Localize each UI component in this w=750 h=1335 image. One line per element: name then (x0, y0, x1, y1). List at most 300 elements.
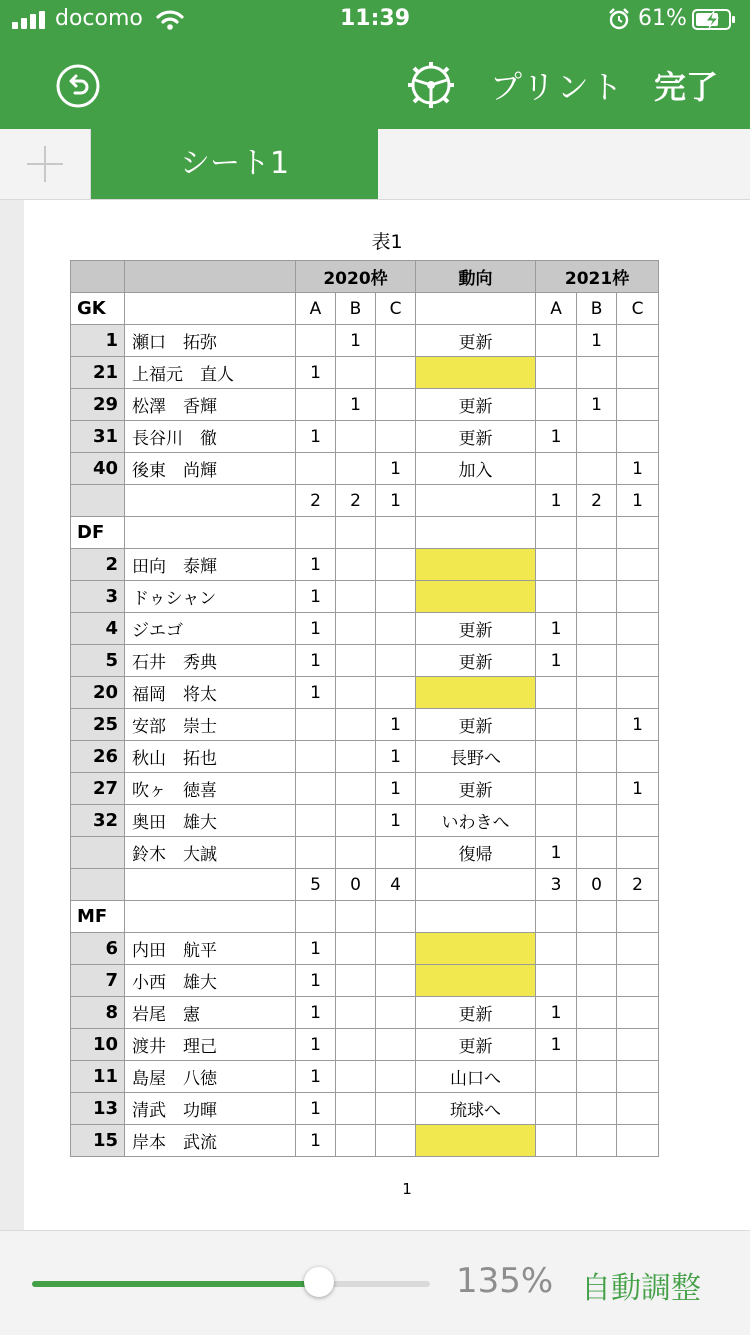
value-cell[interactable]: A (536, 293, 577, 325)
page-number: 1 (402, 1180, 412, 1198)
value-cell[interactable] (536, 581, 577, 613)
value-cell[interactable] (376, 933, 416, 965)
value-cell[interactable]: 1 (296, 933, 336, 965)
value-cell[interactable] (336, 709, 376, 741)
value-cell[interactable] (296, 901, 336, 933)
value-cell[interactable]: 1 (536, 1029, 577, 1061)
zoom-bar (0, 1230, 750, 1335)
battery-percent: 61% (638, 6, 687, 31)
value-cell[interactable] (336, 997, 376, 1029)
status-cell[interactable] (416, 581, 536, 613)
value-cell[interactable]: 1 (296, 357, 336, 389)
value-cell[interactable]: 1 (376, 485, 416, 517)
table-row (71, 773, 659, 805)
value-cell[interactable]: 1 (296, 421, 336, 453)
status-cell[interactable] (416, 517, 536, 549)
table-row (71, 837, 659, 869)
value-cell[interactable] (376, 901, 416, 933)
carrier-label: docomo (55, 6, 143, 31)
table-row (71, 1061, 659, 1093)
value-cell[interactable] (577, 741, 617, 773)
position-label-cell[interactable]: DF (71, 517, 125, 549)
value-cell[interactable]: 3 (536, 869, 577, 901)
value-cell[interactable]: 1 (617, 709, 659, 741)
value-cell[interactable] (577, 709, 617, 741)
table-row (71, 1029, 659, 1061)
table-row (71, 421, 659, 453)
player-name-cell[interactable]: 小西 雄大 (125, 965, 296, 997)
value-cell[interactable] (617, 549, 659, 581)
value-cell[interactable]: 1 (536, 997, 577, 1029)
value-cell[interactable] (577, 677, 617, 709)
value-cell[interactable]: 1 (536, 485, 577, 517)
status-cell[interactable]: 長野へ (416, 741, 536, 773)
value-cell[interactable] (536, 805, 577, 837)
player-name-cell[interactable]: 鈴木 大誠 (125, 837, 296, 869)
value-cell[interactable] (577, 805, 617, 837)
value-cell[interactable]: 1 (577, 325, 617, 357)
table-row (71, 645, 659, 677)
value-cell[interactable] (336, 1061, 376, 1093)
value-cell[interactable] (336, 613, 376, 645)
player-name-cell[interactable]: 岩尾 憲 (125, 997, 296, 1029)
status-cell[interactable] (416, 1125, 536, 1157)
value-cell[interactable]: 1 (296, 549, 336, 581)
value-cell[interactable]: 1 (296, 613, 336, 645)
jersey-number-cell[interactable]: 2 (71, 549, 125, 581)
value-cell[interactable] (536, 677, 577, 709)
value-cell[interactable] (536, 1093, 577, 1125)
value-cell[interactable] (536, 549, 577, 581)
value-cell[interactable] (617, 613, 659, 645)
status-cell[interactable] (416, 869, 536, 901)
value-cell[interactable] (336, 965, 376, 997)
value-cell[interactable] (336, 837, 376, 869)
value-cell[interactable]: 1 (296, 1029, 336, 1061)
value-cell[interactable] (617, 389, 659, 421)
value-cell[interactable]: 1 (536, 421, 577, 453)
value-cell[interactable] (376, 997, 416, 1029)
player-name-cell[interactable]: 後東 尚輝 (125, 453, 296, 485)
value-cell[interactable] (577, 1029, 617, 1061)
status-bar (0, 0, 750, 40)
value-cell[interactable] (336, 581, 376, 613)
value-cell[interactable] (376, 837, 416, 869)
value-cell[interactable] (577, 645, 617, 677)
sheet-tab-bar (0, 129, 750, 200)
value-cell[interactable]: 1 (336, 389, 376, 421)
jersey-number-cell[interactable] (71, 869, 125, 901)
player-name-cell[interactable]: 奥田 雄大 (125, 805, 296, 837)
value-cell[interactable] (336, 549, 376, 581)
value-cell[interactable] (336, 1029, 376, 1061)
player-name-cell[interactable]: ドゥシャン (125, 581, 296, 613)
value-cell[interactable] (617, 517, 659, 549)
value-cell[interactable] (296, 741, 336, 773)
value-cell[interactable] (617, 1029, 659, 1061)
value-cell[interactable] (617, 357, 659, 389)
value-cell[interactable] (536, 933, 577, 965)
value-cell[interactable] (617, 421, 659, 453)
player-name-cell[interactable]: 松澤 香輝 (125, 389, 296, 421)
value-cell[interactable] (376, 421, 416, 453)
value-cell[interactable] (577, 613, 617, 645)
value-cell[interactable] (376, 581, 416, 613)
value-cell[interactable] (376, 1029, 416, 1061)
table-row (71, 805, 659, 837)
print-preview-page (24, 200, 750, 1230)
value-cell[interactable]: 1 (296, 581, 336, 613)
roster-table (70, 260, 659, 1157)
player-name-cell[interactable]: 清武 功暉 (125, 1093, 296, 1125)
table-row (71, 677, 659, 709)
jersey-number-cell[interactable]: 32 (71, 805, 125, 837)
value-cell[interactable]: 2 (577, 485, 617, 517)
value-cell[interactable] (376, 965, 416, 997)
jersey-number-cell[interactable]: 15 (71, 1125, 125, 1157)
table-row (71, 965, 659, 997)
status-cell[interactable]: 更新 (416, 773, 536, 805)
table-header-row (71, 261, 659, 293)
value-cell[interactable] (336, 645, 376, 677)
header-cell[interactable]: 動向 (416, 261, 536, 293)
status-cell[interactable]: 琉球へ (416, 1093, 536, 1125)
jersey-number-cell[interactable]: 5 (71, 645, 125, 677)
value-cell[interactable] (296, 709, 336, 741)
alarm-icon (608, 8, 630, 30)
table-row (71, 901, 659, 933)
status-cell[interactable] (416, 293, 536, 325)
value-cell[interactable] (536, 965, 577, 997)
player-name-cell[interactable]: 内田 航平 (125, 933, 296, 965)
jersey-number-cell[interactable]: 20 (71, 677, 125, 709)
table-row (71, 549, 659, 581)
print-button[interactable]: プリント (490, 68, 625, 106)
value-cell[interactable] (296, 837, 336, 869)
value-cell[interactable] (536, 357, 577, 389)
player-name-cell[interactable]: 福岡 将太 (125, 677, 296, 709)
status-cell[interactable] (416, 901, 536, 933)
status-cell[interactable]: いわきへ (416, 805, 536, 837)
value-cell[interactable]: 1 (296, 1093, 336, 1125)
table-row (71, 389, 659, 421)
value-cell[interactable] (376, 517, 416, 549)
zoom-slider[interactable] (32, 1281, 430, 1287)
value-cell[interactable] (577, 837, 617, 869)
jersey-number-cell[interactable]: 25 (71, 709, 125, 741)
value-cell[interactable] (577, 1125, 617, 1157)
status-cell[interactable] (416, 485, 536, 517)
value-cell[interactable] (617, 741, 659, 773)
value-cell[interactable] (617, 677, 659, 709)
value-cell[interactable]: 0 (577, 869, 617, 901)
player-name-cell[interactable]: 安部 崇士 (125, 709, 296, 741)
value-cell[interactable] (376, 549, 416, 581)
value-cell[interactable] (617, 805, 659, 837)
value-cell[interactable] (617, 645, 659, 677)
value-cell[interactable] (536, 517, 577, 549)
value-cell[interactable] (336, 357, 376, 389)
value-cell[interactable]: 1 (617, 485, 659, 517)
zoom-slider-thumb[interactable] (304, 1267, 334, 1297)
status-cell[interactable]: 更新 (416, 421, 536, 453)
value-cell[interactable]: C (376, 293, 416, 325)
value-cell[interactable] (336, 901, 376, 933)
value-cell[interactable] (617, 837, 659, 869)
value-cell[interactable]: C (617, 293, 659, 325)
position-label-cell[interactable]: GK (71, 293, 125, 325)
table-row (71, 357, 659, 389)
value-cell[interactable]: 1 (577, 389, 617, 421)
value-cell[interactable] (336, 421, 376, 453)
value-cell[interactable]: 1 (296, 677, 336, 709)
value-cell[interactable] (577, 1061, 617, 1093)
status-cell[interactable] (416, 677, 536, 709)
player-name-cell[interactable]: 田向 泰輝 (125, 549, 296, 581)
jersey-number-cell[interactable]: 6 (71, 933, 125, 965)
table-row (71, 325, 659, 357)
value-cell[interactable]: B (336, 293, 376, 325)
value-cell[interactable] (577, 453, 617, 485)
value-cell[interactable] (577, 421, 617, 453)
value-cell[interactable] (376, 357, 416, 389)
jersey-number-cell[interactable]: 1 (71, 325, 125, 357)
status-cell[interactable]: 更新 (416, 997, 536, 1029)
value-cell[interactable] (296, 325, 336, 357)
status-cell[interactable] (416, 933, 536, 965)
status-cell[interactable]: 更新 (416, 709, 536, 741)
tab-sheet-1[interactable]: シート1 (91, 129, 378, 199)
value-cell[interactable] (336, 741, 376, 773)
value-cell[interactable] (577, 997, 617, 1029)
value-cell[interactable] (376, 1061, 416, 1093)
value-cell[interactable] (376, 613, 416, 645)
table-row (71, 485, 659, 517)
value-cell[interactable]: 1 (296, 965, 336, 997)
value-cell[interactable]: 1 (376, 805, 416, 837)
value-cell[interactable]: 1 (296, 1061, 336, 1093)
done-button[interactable]: 完了 (654, 68, 719, 106)
value-cell[interactable] (336, 773, 376, 805)
value-cell[interactable]: 1 (376, 741, 416, 773)
value-cell[interactable]: 1 (536, 613, 577, 645)
header-cell[interactable] (125, 261, 296, 293)
value-cell[interactable] (296, 805, 336, 837)
jersey-number-cell[interactable]: 40 (71, 453, 125, 485)
player-name-cell[interactable]: 長谷川 徹 (125, 421, 296, 453)
jersey-number-cell[interactable]: 31 (71, 421, 125, 453)
table-row (71, 709, 659, 741)
jersey-number-cell[interactable]: 26 (71, 741, 125, 773)
jersey-number-cell[interactable]: 29 (71, 389, 125, 421)
value-cell[interactable] (536, 1125, 577, 1157)
value-cell[interactable] (617, 901, 659, 933)
player-name-cell[interactable]: ジエゴ (125, 613, 296, 645)
value-cell[interactable] (617, 1125, 659, 1157)
player-name-cell[interactable]: 石井 秀典 (125, 645, 296, 677)
jersey-number-cell[interactable]: 21 (71, 357, 125, 389)
player-name-cell[interactable] (125, 517, 296, 549)
value-cell[interactable]: 1 (536, 645, 577, 677)
table-row (71, 1125, 659, 1157)
value-cell[interactable] (536, 389, 577, 421)
status-cell[interactable] (416, 357, 536, 389)
clock: 11:39 (339, 6, 411, 31)
player-name-cell[interactable]: 秋山 拓也 (125, 741, 296, 773)
value-cell[interactable]: 1 (296, 997, 336, 1029)
value-cell[interactable] (617, 1093, 659, 1125)
value-cell[interactable] (336, 805, 376, 837)
status-cell[interactable]: 更新 (416, 325, 536, 357)
value-cell[interactable] (617, 581, 659, 613)
battery-charging-icon (692, 9, 736, 30)
value-cell[interactable] (296, 773, 336, 805)
undo-icon[interactable] (55, 63, 101, 109)
header-cell[interactable] (71, 261, 125, 293)
value-cell[interactable] (336, 933, 376, 965)
value-cell[interactable] (577, 581, 617, 613)
value-cell[interactable]: 1 (536, 837, 577, 869)
value-cell[interactable]: 2 (617, 869, 659, 901)
value-cell[interactable] (376, 1125, 416, 1157)
value-cell[interactable]: 1 (376, 453, 416, 485)
value-cell[interactable]: 1 (296, 1125, 336, 1157)
zoom-slider-fill (32, 1281, 319, 1287)
header-cell[interactable]: 2020枠 (296, 261, 416, 293)
table-row (71, 293, 659, 325)
value-cell[interactable] (577, 517, 617, 549)
value-cell[interactable] (577, 1093, 617, 1125)
value-cell[interactable] (617, 997, 659, 1029)
jersey-number-cell[interactable]: 4 (71, 613, 125, 645)
jersey-number-cell[interactable] (71, 837, 125, 869)
value-cell[interactable] (536, 741, 577, 773)
value-cell[interactable] (577, 357, 617, 389)
status-cell[interactable]: 更新 (416, 1029, 536, 1061)
value-cell[interactable]: 2 (336, 485, 376, 517)
table-row (71, 517, 659, 549)
value-cell[interactable] (577, 965, 617, 997)
value-cell[interactable] (577, 933, 617, 965)
value-cell[interactable] (296, 453, 336, 485)
value-cell[interactable] (336, 453, 376, 485)
zoom-level: 135% (456, 1261, 554, 1301)
player-name-cell[interactable] (125, 869, 296, 901)
table-row (71, 453, 659, 485)
value-cell[interactable] (577, 773, 617, 805)
status-cell[interactable]: 山口へ (416, 1061, 536, 1093)
value-cell[interactable] (296, 517, 336, 549)
value-cell[interactable]: A (296, 293, 336, 325)
value-cell[interactable] (376, 1093, 416, 1125)
status-cell[interactable] (416, 965, 536, 997)
table-row (71, 741, 659, 773)
value-cell[interactable] (536, 709, 577, 741)
value-cell[interactable] (376, 325, 416, 357)
header-cell[interactable]: 2021枠 (536, 261, 659, 293)
value-cell[interactable] (376, 389, 416, 421)
jersey-number-cell[interactable]: 7 (71, 965, 125, 997)
navigation-bar (0, 40, 750, 129)
value-cell[interactable]: 4 (376, 869, 416, 901)
player-name-cell[interactable]: 島屋 八徳 (125, 1061, 296, 1093)
value-cell[interactable] (617, 933, 659, 965)
value-cell[interactable] (617, 325, 659, 357)
table-row (71, 581, 659, 613)
value-cell[interactable]: 1 (376, 709, 416, 741)
value-cell[interactable]: B (577, 293, 617, 325)
value-cell[interactable] (296, 389, 336, 421)
jersey-number-cell[interactable]: 11 (71, 1061, 125, 1093)
value-cell[interactable] (577, 901, 617, 933)
position-label-cell[interactable]: MF (71, 901, 125, 933)
value-cell[interactable] (336, 517, 376, 549)
status-cell[interactable]: 復帰 (416, 837, 536, 869)
value-cell[interactable] (617, 1061, 659, 1093)
value-cell[interactable]: 1 (617, 773, 659, 805)
table-row (71, 997, 659, 1029)
value-cell[interactable]: 1 (336, 325, 376, 357)
add-sheet-button[interactable] (0, 129, 91, 199)
table-row (71, 869, 659, 901)
value-cell[interactable]: 1 (376, 773, 416, 805)
status-cell[interactable] (416, 549, 536, 581)
value-cell[interactable] (336, 1093, 376, 1125)
value-cell[interactable]: 2 (296, 485, 336, 517)
value-cell[interactable] (536, 453, 577, 485)
value-cell[interactable] (376, 677, 416, 709)
player-name-cell[interactable]: 上福元 直人 (125, 357, 296, 389)
player-name-cell[interactable]: 吹ヶ 徳喜 (125, 773, 296, 805)
value-cell[interactable] (577, 549, 617, 581)
jersey-number-cell[interactable]: 13 (71, 1093, 125, 1125)
value-cell[interactable]: 1 (296, 645, 336, 677)
player-name-cell[interactable] (125, 485, 296, 517)
value-cell[interactable] (336, 677, 376, 709)
value-cell[interactable]: 0 (336, 869, 376, 901)
value-cell[interactable] (536, 325, 577, 357)
player-name-cell[interactable] (125, 293, 296, 325)
player-name-cell[interactable] (125, 901, 296, 933)
player-name-cell[interactable]: 渡井 理己 (125, 1029, 296, 1061)
value-cell[interactable] (536, 1061, 577, 1093)
table-row (71, 613, 659, 645)
jersey-number-cell[interactable]: 10 (71, 1029, 125, 1061)
status-cell[interactable]: 更新 (416, 613, 536, 645)
settings-gear-icon[interactable] (406, 60, 456, 110)
value-cell[interactable] (336, 1125, 376, 1157)
status-cell[interactable]: 加入 (416, 453, 536, 485)
auto-fit-button[interactable]: 自動調整 (581, 1271, 701, 1306)
table-row (71, 1093, 659, 1125)
jersey-number-cell[interactable]: 3 (71, 581, 125, 613)
value-cell[interactable] (536, 901, 577, 933)
value-cell[interactable] (376, 645, 416, 677)
status-cell[interactable]: 更新 (416, 389, 536, 421)
value-cell[interactable] (536, 773, 577, 805)
table-title: 表1 (371, 231, 403, 253)
table-row (71, 933, 659, 965)
status-cell[interactable]: 更新 (416, 645, 536, 677)
player-name-cell[interactable]: 岸本 武流 (125, 1125, 296, 1157)
value-cell[interactable]: 1 (617, 453, 659, 485)
value-cell[interactable] (617, 965, 659, 997)
jersey-number-cell[interactable] (71, 485, 125, 517)
jersey-number-cell[interactable]: 27 (71, 773, 125, 805)
player-name-cell[interactable]: 瀬口 拓弥 (125, 325, 296, 357)
jersey-number-cell[interactable]: 8 (71, 997, 125, 1029)
value-cell[interactable]: 5 (296, 869, 336, 901)
